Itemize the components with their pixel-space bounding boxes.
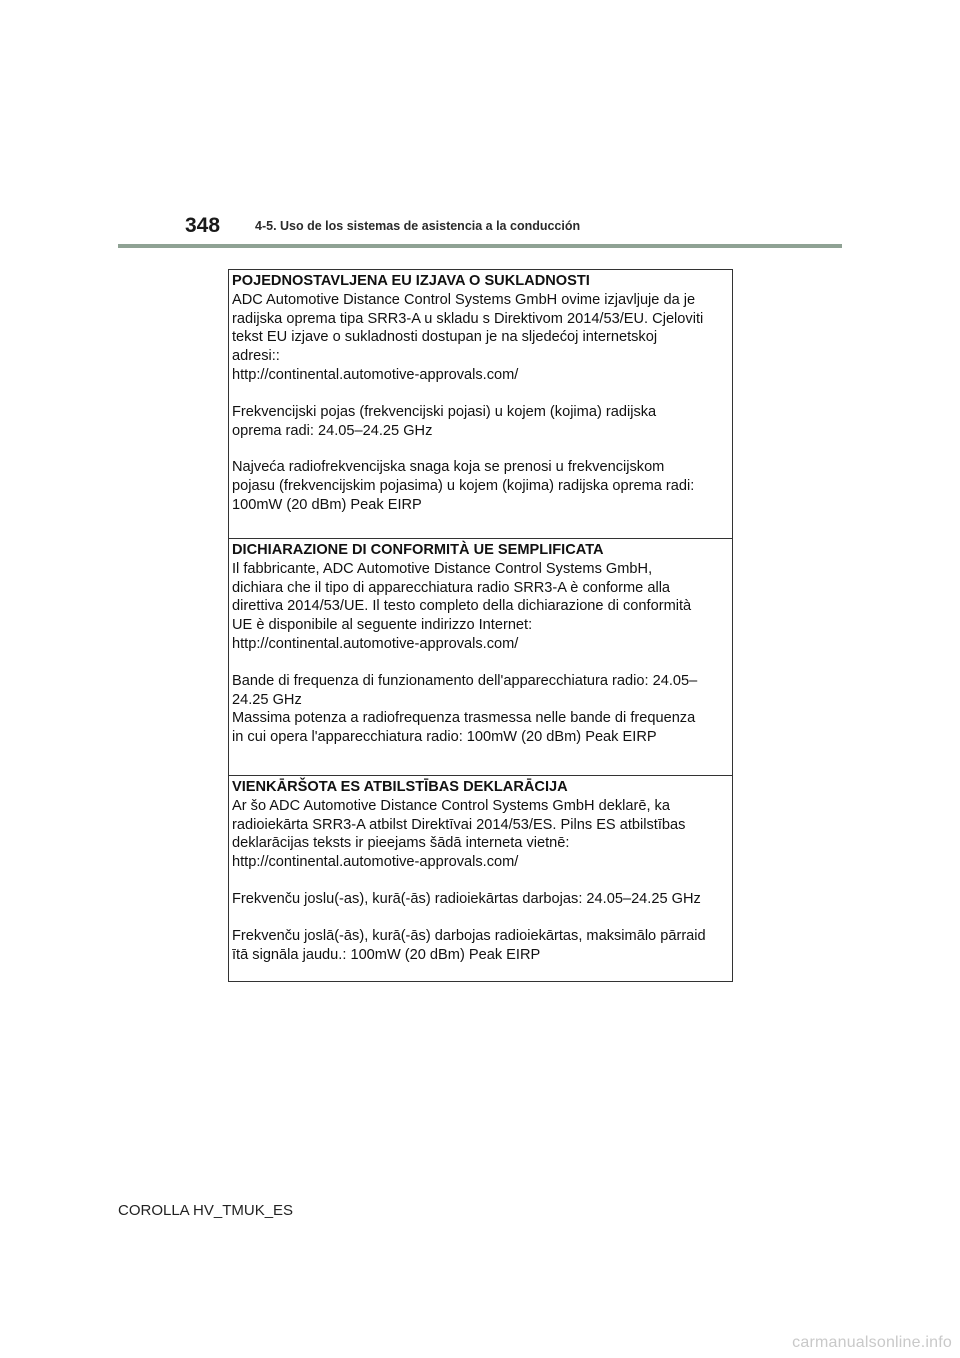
url-text: http://continental.automotive-approvals.com/ <box>232 854 519 871</box>
power-paragraph <box>232 927 732 965</box>
section-title: 4-5. Uso de los sistemas de asistencia a la conducción <box>255 219 581 233</box>
text-line: Il fabbricante, ADC Automotive Distance Control Systems GmbH, <box>232 560 653 577</box>
frequency-paragraph <box>232 403 732 441</box>
frequency-paragraph <box>232 890 732 909</box>
text-line: Ar šo ADC Automotive Distance Control Systems GmbH deklarē, ka <box>232 797 670 814</box>
text-line: ītā signāla jaudu.: 100mW (20 dBm) Peak EIRP <box>232 946 541 963</box>
declaration-paragraph <box>232 797 732 872</box>
text-line: dichiara che il tipo di apparecchiatura radio SRR3-A è conforme alla <box>232 579 671 596</box>
text-line: Frekvenču joslā(-ās), kurā(-ās) darbojas radioiekārtas, maksimālo pārraid <box>232 927 706 944</box>
declaration-title: DICHIARAZIONE DI CONFORMITÀ UE SEMPLIFICATA <box>232 542 604 558</box>
frequency-paragraph <box>232 672 732 747</box>
text-line: radijska oprema tipa SRR3-A u skladu s Direktivom 2014/53/EU. Cjeloviti <box>232 310 704 327</box>
url-text: http://continental.automotive-approvals.com/ <box>232 635 519 652</box>
url-text: http://continental.automotive-approvals.com/ <box>232 366 519 383</box>
text-line: UE è disponibile al seguente indirizzo Internet: <box>232 617 533 634</box>
text-line: oprema radi: 24.05–24.25 GHz <box>232 422 433 439</box>
declaration-it <box>229 539 732 747</box>
document-code: COROLLA HV_TMUK_ES <box>118 1202 294 1219</box>
text-line: deklarācijas teksts ir pieejams šādā interneta vietnē: <box>232 835 570 852</box>
declaration-paragraph <box>232 560 732 654</box>
text-line: in cui opera l'apparecchiatura radio: 100mW (20 dBm) Peak EIRP <box>232 729 657 746</box>
text-line: pojasu (frekvencijskim pojasima) u kojem (kojima) radijska oprema radi: <box>232 478 695 495</box>
text-line: Bande di frequenza di funzionamento dell'apparecchiatura radio: 24.05– <box>232 672 698 689</box>
page-number: 348 <box>185 214 221 237</box>
text-line: adresi:: <box>232 348 280 365</box>
declarations-box <box>228 269 733 982</box>
text-line: radioiekārta SRR3-A atbilst Direktīvai 2014/53/ES. Pilns ES atbilstības <box>232 816 686 833</box>
text-line: direttiva 2014/53/UE. Il testo completo della dichiarazione di conformità <box>232 598 692 615</box>
declaration-hr <box>229 270 732 515</box>
text-line: tekst EU izjave o sukladnosti dostupan je na sljedećoj internetskoj <box>232 329 658 346</box>
declaration-title: VIENKĀRŠOTA ES ATBILSTĪBAS DEKLARĀCIJA <box>232 779 568 795</box>
declaration-paragraph <box>232 291 732 385</box>
header-divider <box>118 244 842 248</box>
text-line: Massima potenza a radiofrequenza trasmessa nelle bande di frequenza <box>232 710 696 727</box>
text-line: Frekvencijski pojas (frekvencijski pojasi) u kojem (kojima) radijska <box>232 403 657 420</box>
declaration-lv <box>229 776 732 964</box>
power-paragraph <box>232 458 732 514</box>
text-line: Najveća radiofrekvencijska snaga koja se prenosi u frekvencijskom <box>232 459 665 476</box>
page-header <box>0 0 960 250</box>
text-line: Frekvenču joslu(-as), kurā(-ās) radioiekārtas darbojas: 24.05–24.25 GHz <box>232 890 701 907</box>
text-line: ADC Automotive Distance Control Systems GmbH ovime izjavljuje da je <box>232 291 696 308</box>
declaration-title: POJEDNOSTAVLJENA EU IZJAVA O SUKLADNOSTI <box>232 273 590 289</box>
text-line: 24.25 GHz <box>232 691 302 708</box>
watermark: carmanualsonline.info <box>792 1334 952 1351</box>
text-line: 100mW (20 dBm) Peak EIRP <box>232 496 422 513</box>
